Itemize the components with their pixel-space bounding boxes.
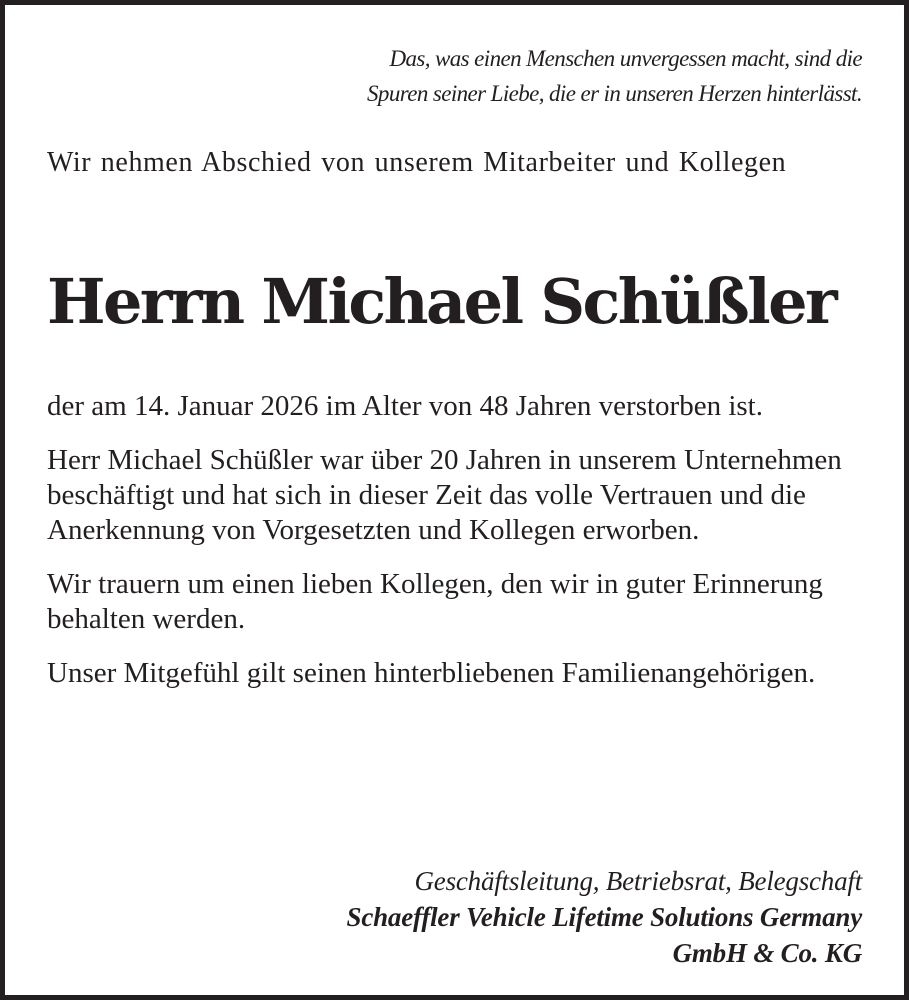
intro-text: Wir nehmen Abschied von unserem Mitarbeiter und Kollegen [47, 147, 787, 178]
paragraph-condolence: Unser Mitgefühl gilt seinen hinterbliebenen Familienangehörigen. [47, 657, 816, 689]
company-name-line2: GmbH & Co. KG [672, 938, 862, 968]
signature-block [47, 863, 862, 971]
signature-groups: Geschäftsleitung, Betriebsrat, Belegschaft [414, 866, 862, 896]
paragraph-employment: Herr Michael Schüßler war über 20 Jahren in unserem Unternehmen beschäftigt und hat sich in dieser Zeit das volle Vertrauen und die Anerkennung von Vorgesetzten und Kollegen erworben. [47, 444, 842, 546]
deceased-name: Herrn Michael Schüßler [47, 265, 836, 338]
motto-line: Das, was einen Menschen unvergessen macht, sind die [389, 46, 862, 71]
company-name-line1: Schaeffler Vehicle Lifetime Solutions Germany [346, 902, 862, 932]
notice-body [47, 389, 862, 710]
paragraph-mourning: Wir trauern um einen lieben Kollegen, den wir in guter Erinnerung behalten werden. [47, 568, 823, 635]
motto-line: Spuren seiner Liebe, die er in unseren Herzen hinterlässt. [367, 81, 862, 106]
paragraph-death-date: der am 14. Januar 2026 im Alter von 48 Jahren verstorben ist. [47, 390, 763, 422]
motto-quote [47, 41, 862, 111]
